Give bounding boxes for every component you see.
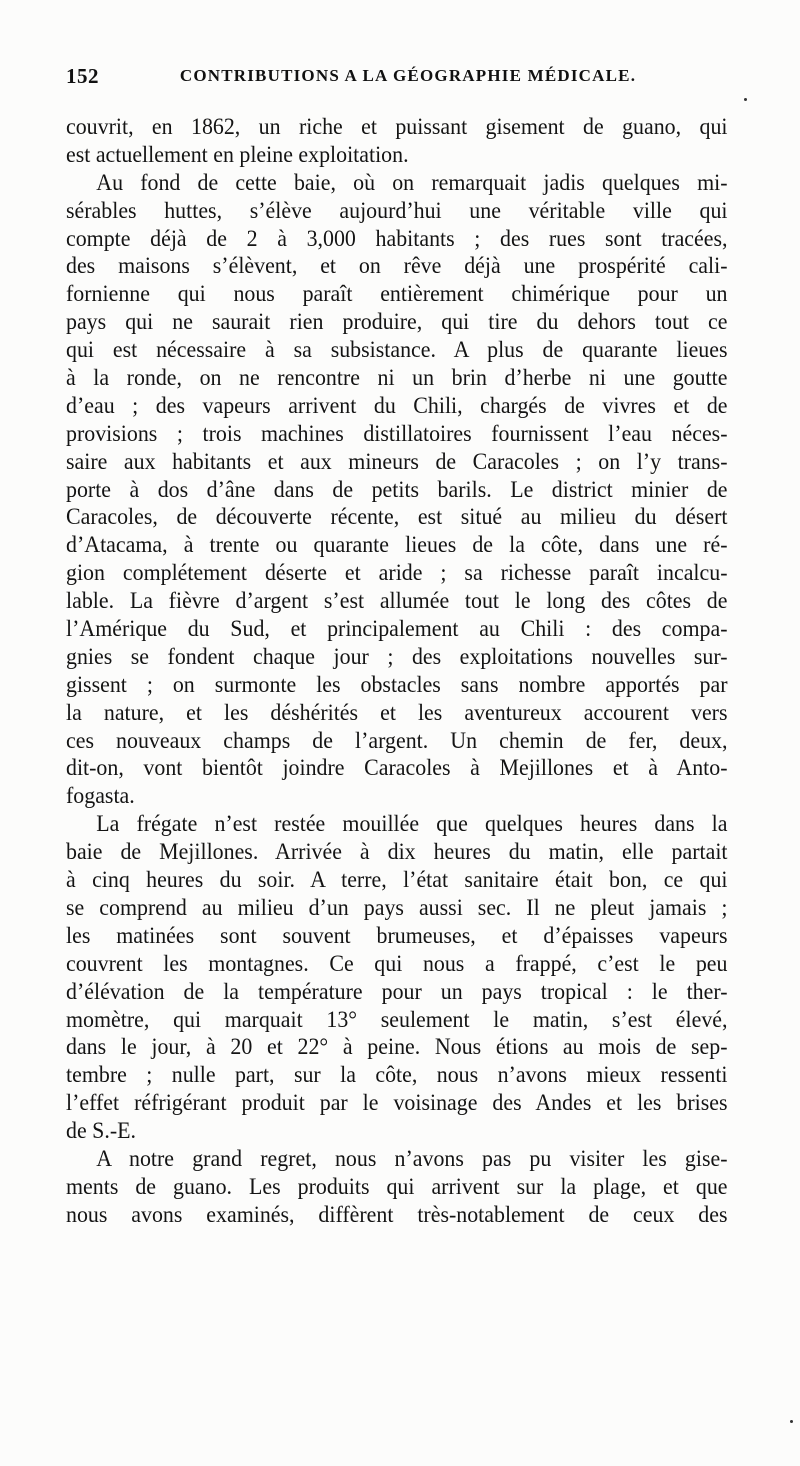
text-line: gissent ; on surmonte les obstacles sans nombre apportés par xyxy=(66,671,728,698)
text-line: La frégate n’est restée mouillée que quelques heures dans la xyxy=(96,811,728,838)
text-line: compte déjà de 2 à 3,000 habitants ; des rues sont tracées, xyxy=(66,225,728,252)
print-speck xyxy=(790,1420,793,1423)
running-head xyxy=(66,64,750,94)
text-line: momètre, qui marquait 13° seulement le matin, s’est élevé, xyxy=(66,1006,728,1033)
text-line: nous avons examinés, diffèrent très-notablement de ceux des xyxy=(66,1201,728,1228)
text-line: fogasta. xyxy=(66,783,135,810)
text-line: gnies se fondent chaque jour ; des exploitations nouvelles sur- xyxy=(66,643,728,670)
text-line: Caracoles, de découverte récente, est situé au milieu du désert xyxy=(66,504,728,531)
text-line: provisions ; trois machines distillatoires fournissent l’eau néces- xyxy=(66,420,728,447)
text-line: gion complétement déserte et aride ; sa richesse paraît incalcu- xyxy=(66,560,728,587)
text-line: se comprend au milieu d’un pays aussi sec. Il ne pleut jamais ; xyxy=(66,894,728,921)
text-line: ces nouveaux champs de l’argent. Un chemin de fer, deux, xyxy=(66,727,728,754)
text-line: A notre grand regret, nous n’avons pas pu visiter les gise- xyxy=(96,1145,728,1172)
text-line: dit-on, vont bientôt joindre Caracoles à Mejillones et à Anto- xyxy=(66,755,728,782)
text-line: des maisons s’élèvent, et on rêve déjà une prospérité cali- xyxy=(66,253,728,280)
text-line: d’élévation de la température pour un pays tropical : le ther- xyxy=(66,978,728,1005)
text-line: ments de guano. Les produits qui arrivent sur la plage, et que xyxy=(66,1173,728,1200)
text-line: à la ronde, on ne rencontre ni un brin d’herbe ni une goutte xyxy=(66,365,728,392)
text-line: lable. La fièvre d’argent s’est allumée tout le long des côtes de xyxy=(66,588,728,615)
text-line: sérables huttes, s’élève aujourd’hui une véritable ville qui xyxy=(66,197,728,224)
text-line: l’effet réfrigérant produit par le voisinage des Andes et les brises xyxy=(66,1090,728,1117)
text-line: pays qui ne saurait rien produire, qui tire du dehors tout ce xyxy=(66,309,728,336)
text-line: les matinées sont souvent brumeuses, et d’épaisses vapeurs xyxy=(66,922,728,949)
text-line: qui est nécessaire à sa subsistance. A plus de quarante lieues xyxy=(66,337,728,364)
text-line: couvrit, en 1862, un riche et puissant gisement de guano, qui xyxy=(66,114,728,140)
text-line: est actuellement en pleine exploitation. xyxy=(66,141,409,168)
text-line: de S.-E. xyxy=(66,1118,136,1145)
page-number: 152 xyxy=(66,64,99,88)
text-line: baie de Mejillones. Arrivée à dix heures du matin, elle partait xyxy=(66,839,728,866)
text-line: porte à dos d’âne dans de petits barils. Le district minier de xyxy=(66,476,728,503)
text-line: couvrent les montagnes. Ce qui nous a frappé, c’est le peu xyxy=(66,950,728,977)
text-line: fornienne qui nous paraît entièrement chimérique pour un xyxy=(66,281,728,308)
print-speck xyxy=(744,98,747,101)
text-line: d’eau ; des vapeurs arrivent du Chili, chargés de vivres et de xyxy=(66,392,728,419)
body-text xyxy=(66,114,728,1230)
text-line: dans le jour, à 20 et 22° à peine. Nous étions au mois de sep- xyxy=(66,1034,728,1061)
text-line: saire aux habitants et aux mineurs de Caracoles ; on l’y trans- xyxy=(66,448,728,475)
text-line: la nature, et les déshérités et les aventureux accourent vers xyxy=(66,699,728,726)
text-line: Au fond de cette baie, où on remarquait jadis quelques mi- xyxy=(96,169,728,196)
text-line: d’Atacama, à trente ou quarante lieues de la côte, dans une ré- xyxy=(66,532,728,559)
text-line: tembre ; nulle part, sur la côte, nous n’avons mieux ressenti xyxy=(66,1062,728,1089)
text-line: à cinq heures du soir. A terre, l’état sanitaire était bon, ce qui xyxy=(66,867,728,894)
text-line: l’Amérique du Sud, et principalement au Chili : des compa- xyxy=(66,616,728,643)
running-title: CONTRIBUTIONS A LA GÉOGRAPHIE MÉDICALE. xyxy=(179,66,637,85)
